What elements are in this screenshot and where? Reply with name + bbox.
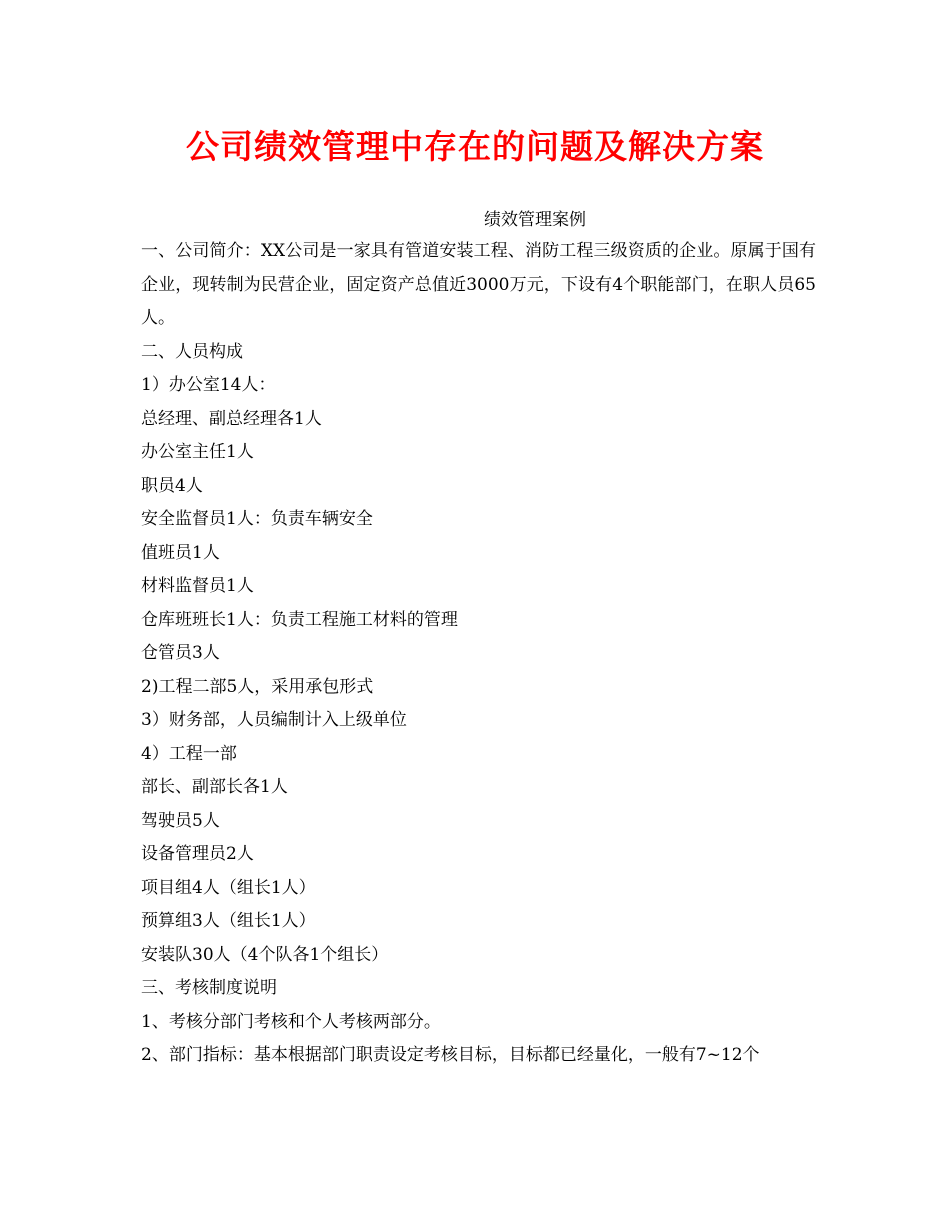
text-line: 办公室主任1人 [141, 442, 254, 462]
text-line: 1）办公室14人： [141, 375, 276, 395]
intro-paragraph: 一、公司简介：XX公司是一家具有管道安装工程、消防工程三级资质的企业。原属于国有企业，现转制为民营企业，固定资产总值近3000万元，下设有4个职能部门，在职人员65人。 [141, 241, 816, 328]
text-line: 安全监督员1人：负责车辆安全 [141, 509, 373, 529]
text-line: 3）财务部，人员编制计入上级单位 [141, 710, 407, 730]
text-line: 二、人员构成 [141, 341, 243, 362]
text-line: 材料监督员1人 [141, 576, 254, 596]
text-line: 安装队30人（4个队各1个组长） [141, 944, 389, 965]
text-line: 项目组4人（组长1人） [141, 877, 316, 898]
text-line: 2、部门指标：基本根据部门职责设定考核目标，目标都已经量化，一般有7~12个 [141, 1045, 760, 1065]
document-body [141, 235, 816, 1073]
text-line: 驾驶员5人 [141, 810, 220, 831]
text-line: 值班员1人 [141, 542, 220, 563]
text-line: 三、考核制度说明 [141, 978, 277, 998]
document-title: 公司绩效管理中存在的问题及解决方案 [186, 127, 764, 166]
text-line: 部长、副部长各1人 [141, 777, 288, 797]
text-line: 仓库班班长1人：负责工程施工材料的管理 [141, 609, 458, 630]
text-line: 2)工程二部5人，采用承包形式 [141, 676, 374, 697]
text-line: 职员4人 [141, 475, 203, 496]
text-line: 预算组3人（组长1人） [141, 911, 316, 931]
text-line: 1、考核分部门考核和个人考核两部分。 [141, 1011, 441, 1032]
text-line: 设备管理员2人 [141, 844, 254, 864]
text-line: 总经理、副总经理各1人 [141, 408, 322, 429]
text-line: 4）工程一部 [141, 743, 237, 764]
text-line: 仓管员3人 [141, 643, 220, 663]
document-subtitle: 绩效管理案例 [484, 210, 586, 230]
